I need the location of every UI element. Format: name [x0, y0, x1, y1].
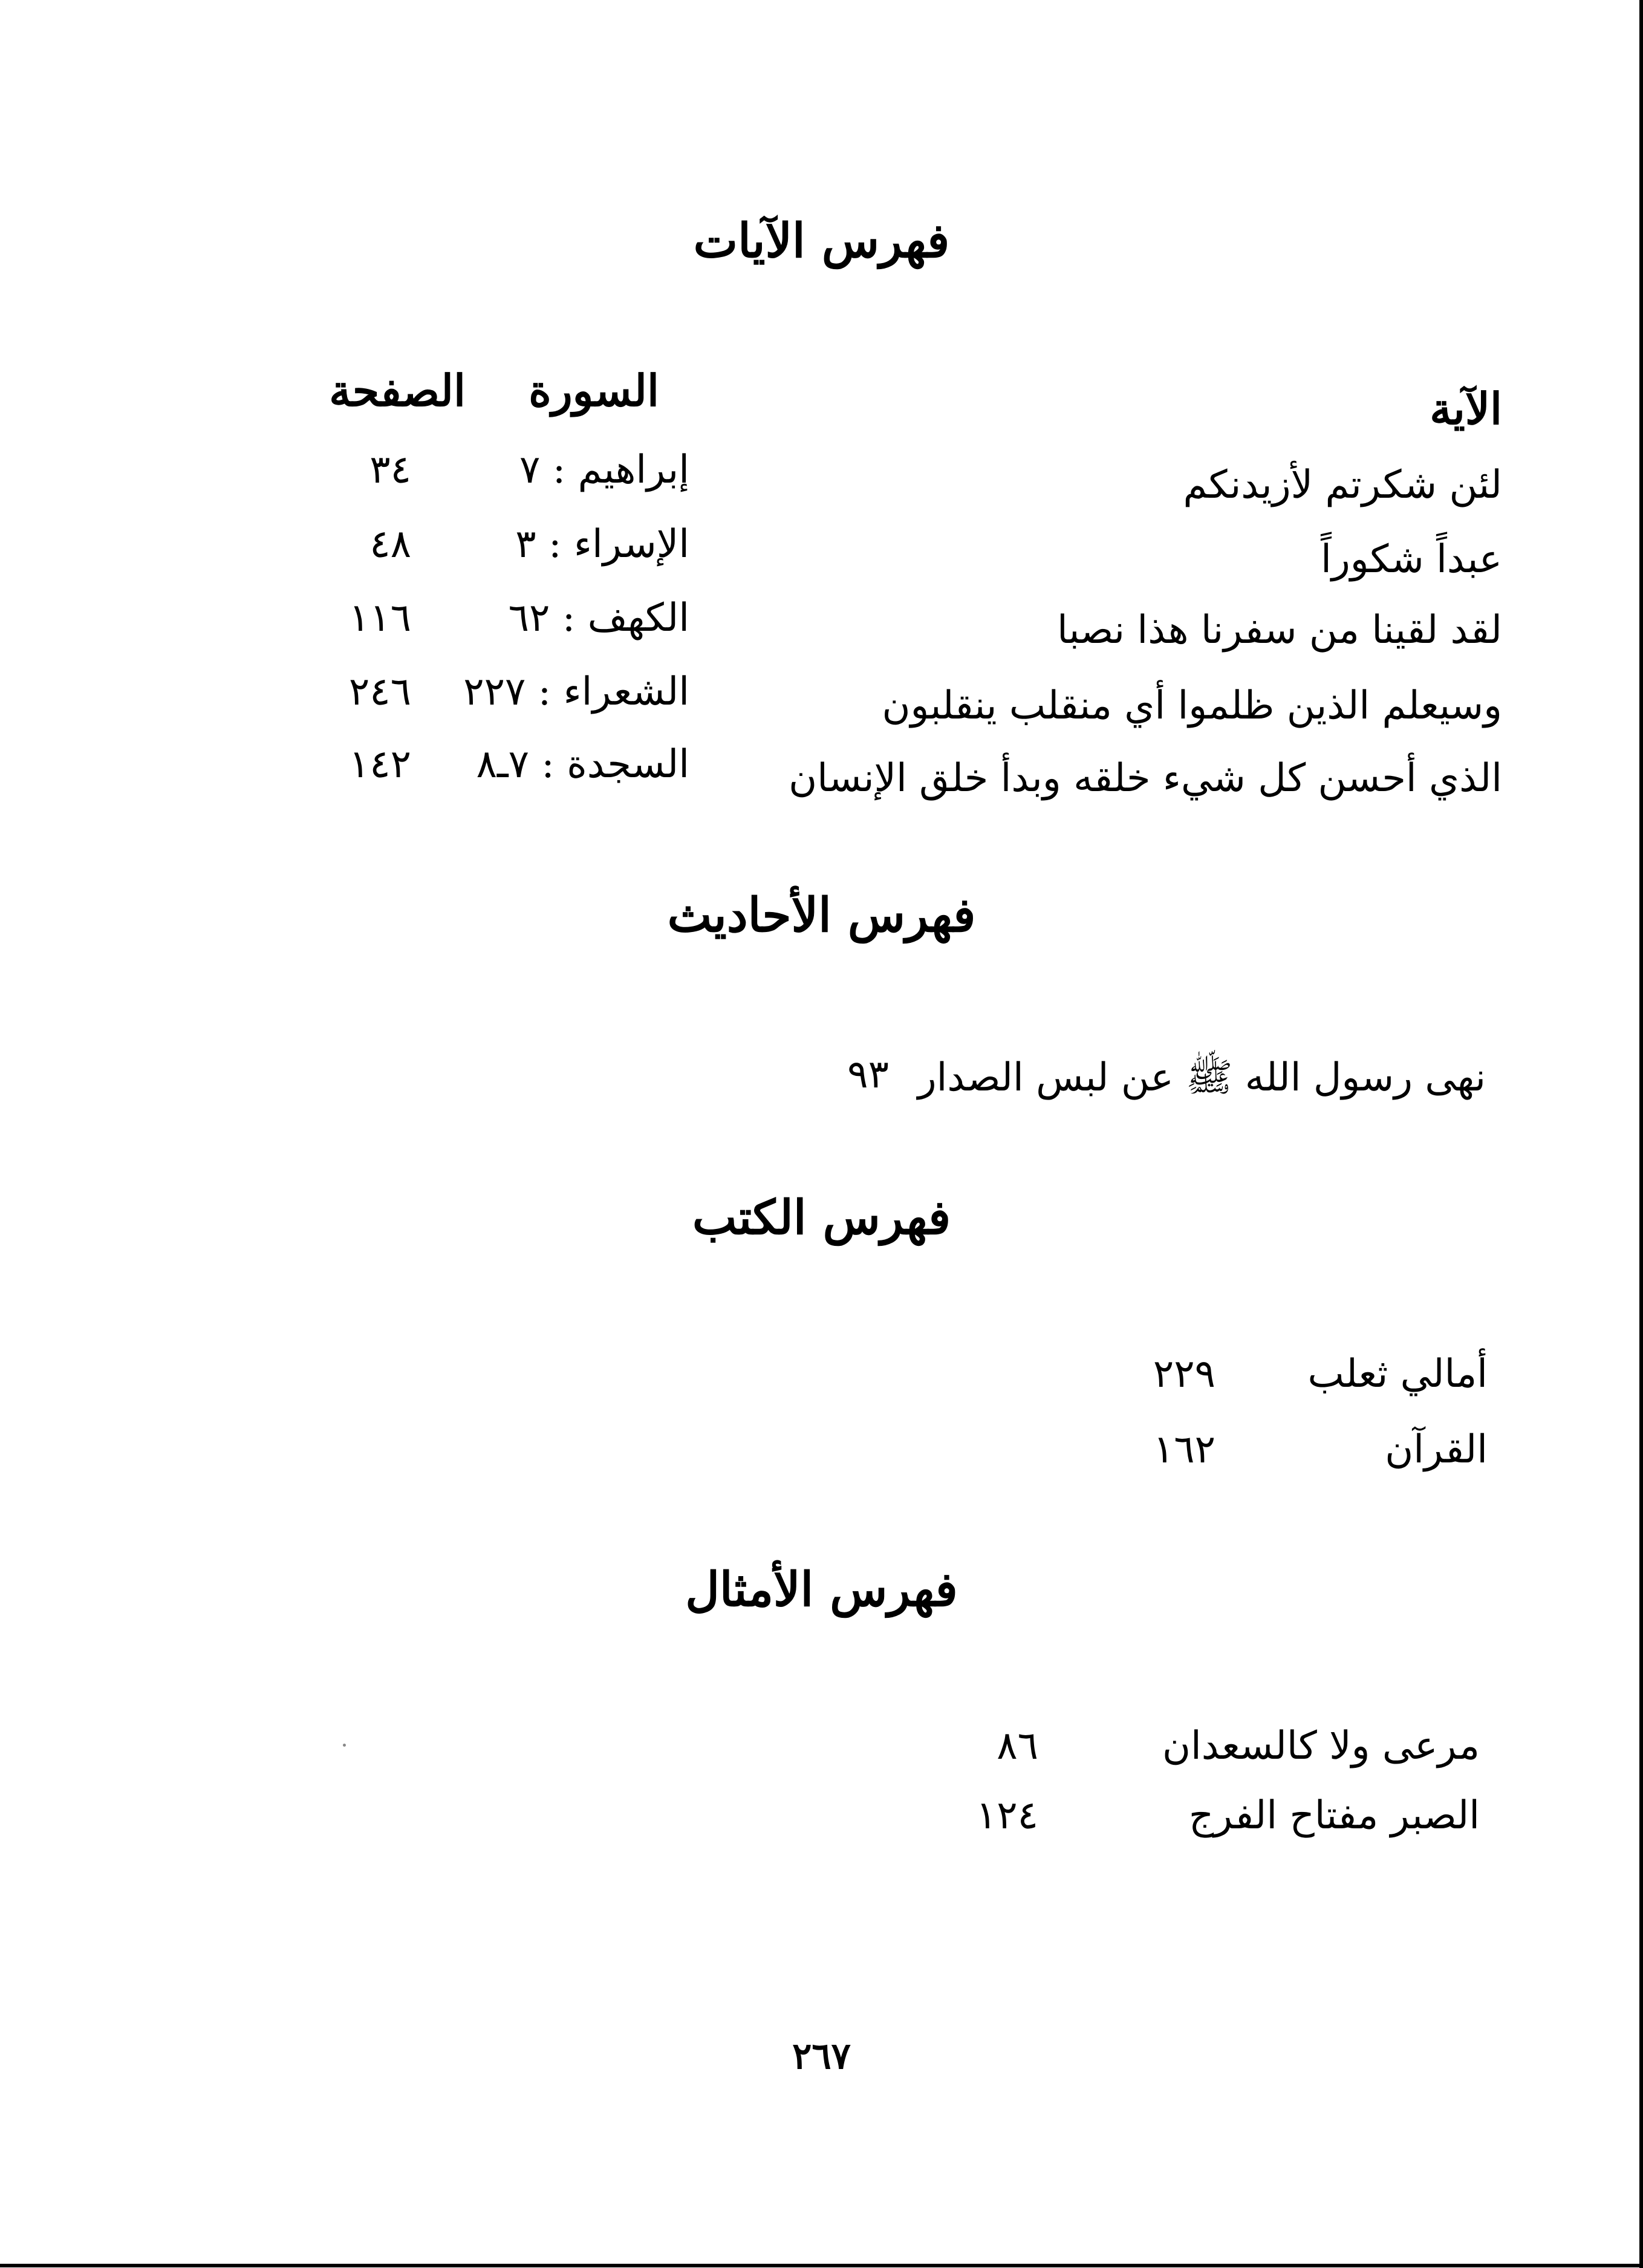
page-reference: ١٤٢ — [348, 742, 411, 787]
page-number: ٢٦٧ — [792, 2035, 851, 2077]
proverb-text: الصبر مفتاح الفرج — [1188, 1793, 1480, 1838]
heading-ayat-index: فهرس الآيات — [693, 213, 950, 269]
sura-reference: الكهف : ٦٢ — [508, 596, 689, 640]
heading-proverbs-index: فهرس الأمثال — [685, 1562, 958, 1617]
aya-text: لئن شكرتم لأزيدنكم — [1183, 463, 1502, 507]
page-right-edge — [1639, 0, 1643, 2268]
book-title: أمالي ثعلب — [1307, 1352, 1488, 1396]
aya-text: الذي أحسن كل شيء خلقه وبدأ خلق الإنسان — [789, 756, 1502, 801]
aya-text: وسيعلم الذين ظلموا أي منقلب ينقلبون — [882, 683, 1502, 728]
column-header-aya: الآية — [1430, 383, 1502, 434]
book-page: ٢٢٩ — [1153, 1352, 1215, 1396]
sura-reference: إبراهيم : ٧ — [519, 448, 689, 492]
page-bottom-edge — [0, 2264, 1643, 2267]
column-header-sura: السورة — [529, 365, 659, 416]
column-header-page: الصفحة — [329, 365, 466, 416]
page-reference: ٣٤ — [369, 448, 411, 492]
aya-text: عبداً شكوراً — [1321, 537, 1502, 582]
sura-reference: الإسراء : ٣ — [515, 522, 689, 567]
proverb-page: ١٢٤ — [975, 1793, 1038, 1838]
hadith-text: نهى رسول الله ﷺ عن لبس الصدار — [917, 1055, 1486, 1100]
sura-reference: السجدة : ٧ـ٨ — [476, 742, 689, 787]
proverb-text: مرعى ولا كالسعدان — [1162, 1724, 1480, 1768]
book-page: ١٦٢ — [1153, 1427, 1215, 1472]
scan-speck — [343, 1744, 346, 1747]
page-reference: ٢٤٦ — [348, 670, 411, 714]
page-reference: ١١٦ — [348, 596, 411, 640]
heading-ahadith-index: فهرس الأحاديث — [667, 888, 976, 943]
aya-text: لقد لقينا من سفرنا هذا نصبا — [1056, 608, 1502, 653]
heading-books-index: فهرس الكتب — [692, 1190, 951, 1245]
sura-reference: الشعراء : ٢٢٧ — [463, 670, 689, 714]
proverb-page: ٨٦ — [997, 1724, 1038, 1768]
page-reference: ٤٨ — [369, 522, 411, 567]
hadith-page: ٩٣ — [847, 1052, 889, 1097]
book-title: القرآن — [1385, 1427, 1488, 1472]
